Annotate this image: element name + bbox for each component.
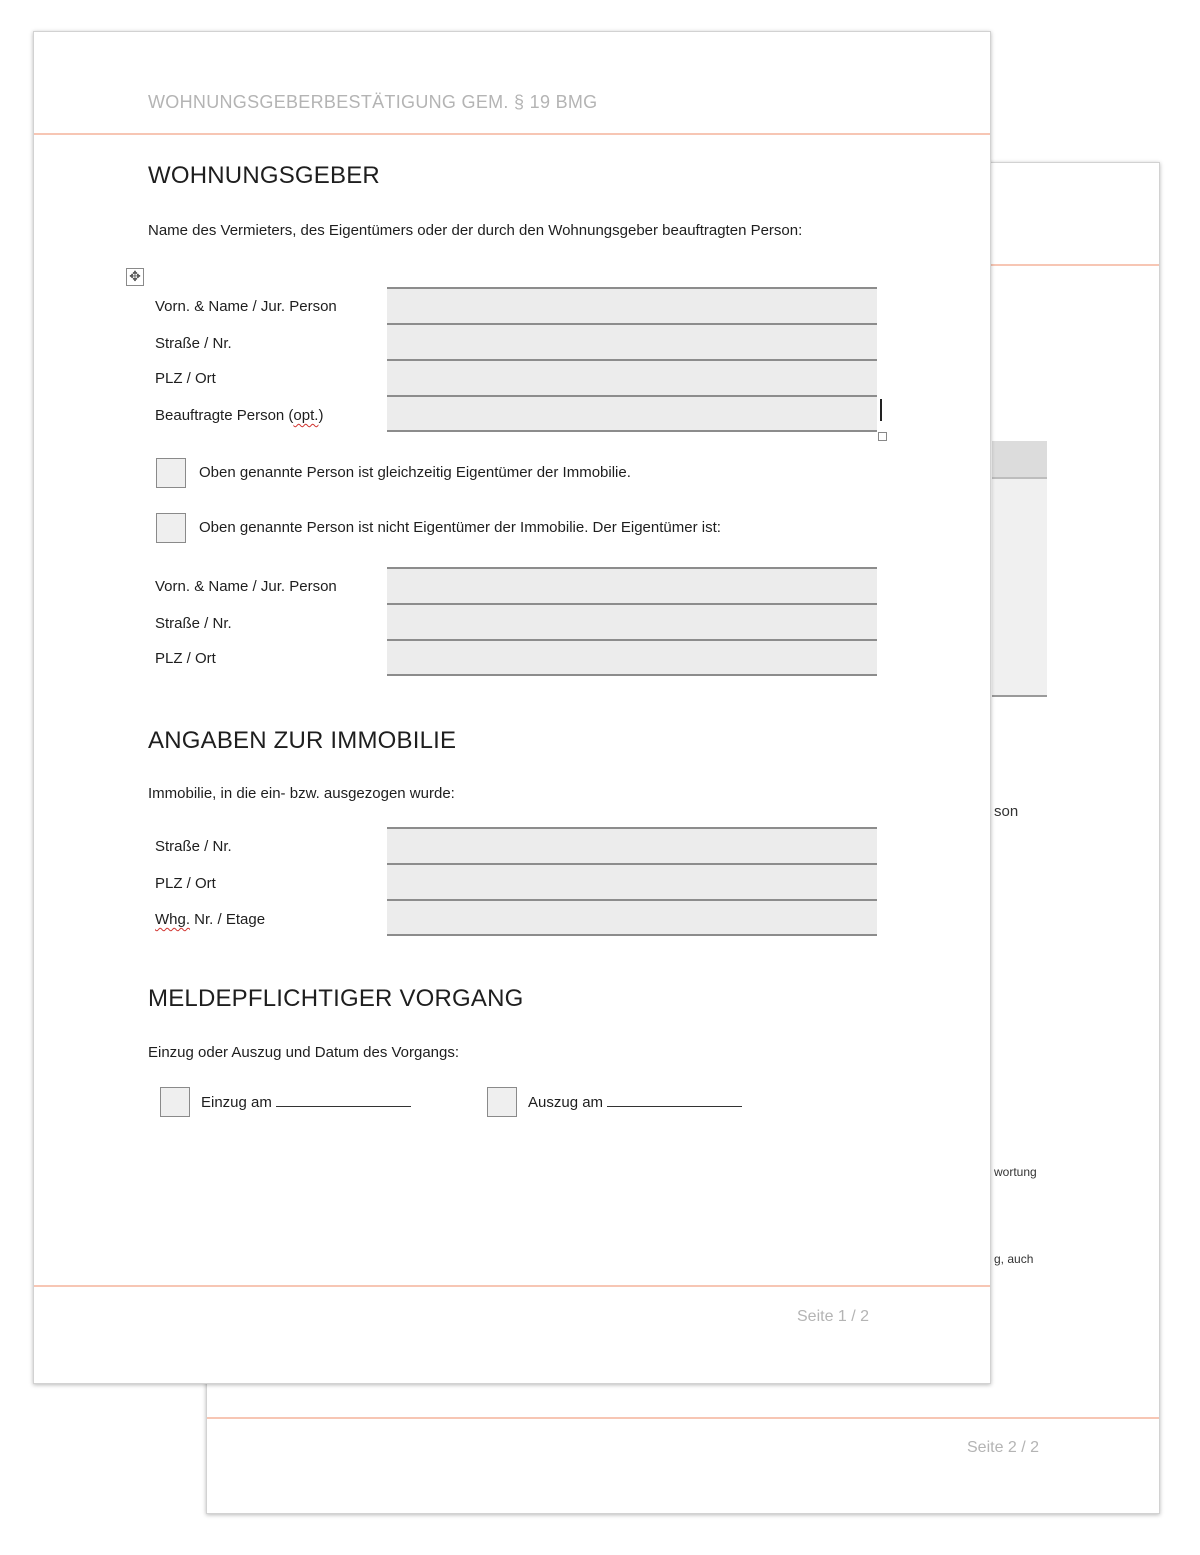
owner-street-field[interactable]	[387, 603, 877, 639]
footer-rule	[207, 1417, 1159, 1419]
property-street-field[interactable]	[387, 827, 877, 863]
move-out-checkbox[interactable]	[487, 1087, 517, 1117]
landlord-street-field[interactable]	[387, 323, 877, 359]
landlord-zip-city-input[interactable]	[387, 361, 877, 395]
owner-checkbox[interactable]	[156, 458, 186, 488]
field-label: Straße / Nr.	[155, 838, 232, 855]
table-cell	[992, 441, 1047, 479]
footer-rule	[34, 1285, 990, 1287]
field-label: PLZ / Ort	[155, 875, 216, 892]
table-cell	[992, 623, 1047, 661]
label-text: Nr. / Etage	[190, 911, 266, 928]
landlord-zip-city-field[interactable]	[387, 359, 877, 395]
move-in-label-group	[201, 1092, 411, 1111]
apartment-floor-field[interactable]	[387, 899, 877, 936]
owner-name-input[interactable]	[387, 569, 877, 603]
event-intro-text: Einzug oder Auszug und Datum des Vorgangs:	[148, 1044, 460, 1061]
landlord-name-input[interactable]	[387, 289, 877, 323]
label-text: )	[318, 407, 324, 424]
table-resize-handle[interactable]	[878, 432, 887, 441]
landlord-street-input[interactable]	[387, 325, 877, 359]
label-text: Beauftragte Person (	[155, 407, 294, 424]
owner-street-input[interactable]	[387, 605, 877, 639]
table-move-handle-icon[interactable]: ✥	[126, 268, 144, 286]
owner-name-field[interactable]	[387, 567, 877, 603]
page-number: Seite 1 / 2	[797, 1308, 870, 1325]
property-intro-text: Immobilie, in die ein- bzw. ausgezogen wurde:	[148, 785, 455, 802]
header-rule	[34, 133, 990, 135]
field-label: PLZ / Ort	[155, 650, 216, 667]
move-in-label: Einzug am	[201, 1094, 272, 1111]
document-header-title: WOHNUNGSGEBERBESTÄTIGUNG GEM. § 19 BMG	[148, 92, 598, 112]
section-heading-property: ANGABEN ZUR IMMOBILIE	[148, 727, 457, 754]
property-zip-city-input[interactable]	[387, 865, 877, 899]
back-page-text-fragment: g, auch	[994, 1252, 1034, 1266]
move-in-checkbox[interactable]	[160, 1087, 190, 1117]
table-cell	[992, 587, 1047, 625]
move-in-date-blank[interactable]	[276, 1092, 411, 1107]
not-owner-checkbox-label: Oben genannte Person ist nicht Eigentümer der Immobilie. Der Eigentümer ist:	[199, 519, 721, 536]
field-label: Vorn. & Name / Jur. Person	[155, 298, 337, 315]
back-page-text-fragment: son	[994, 803, 1019, 820]
section-heading-event: MELDEPFLICHTIGER VORGANG	[148, 985, 524, 1012]
property-street-input[interactable]	[387, 829, 877, 863]
move-out-label: Auszug am	[528, 1094, 604, 1111]
move-out-date-blank[interactable]	[607, 1092, 742, 1107]
landlord-name-field[interactable]	[387, 287, 877, 323]
property-zip-city-field[interactable]	[387, 863, 877, 899]
label-text-misspelled: Whg.	[155, 911, 191, 928]
apartment-floor-input[interactable]	[387, 901, 877, 934]
commissioned-person-input[interactable]	[387, 397, 877, 430]
table-cell	[992, 479, 1047, 517]
field-label-apartment	[155, 911, 265, 928]
label-text-misspelled: opt.	[293, 407, 319, 424]
owner-zip-city-field[interactable]	[387, 639, 877, 676]
owner-zip-city-input[interactable]	[387, 641, 877, 674]
move-out-label-group	[528, 1092, 742, 1111]
field-label: Vorn. & Name / Jur. Person	[155, 578, 337, 595]
document-page-1	[33, 31, 991, 1384]
back-page-text-fragment: wortung	[994, 1165, 1037, 1179]
commissioned-person-field[interactable]	[387, 395, 877, 432]
owner-checkbox-label: Oben genannte Person ist gleichzeitig Eigentümer der Immobilie.	[199, 464, 631, 481]
section-heading-landlord: WOHNUNGSGEBER	[148, 162, 380, 189]
table-cell	[992, 515, 1047, 553]
field-label: PLZ / Ort	[155, 370, 216, 387]
table-cell	[992, 551, 1047, 589]
page-number: Seite 2 / 2	[967, 1439, 1040, 1456]
table-cell	[992, 659, 1047, 697]
field-label-commissioned-person	[155, 407, 323, 424]
not-owner-checkbox[interactable]	[156, 513, 186, 543]
landlord-intro-text: Name des Vermieters, des Eigentümers oder der durch den Wohnungsgeber beauftragten Person:	[148, 222, 803, 239]
field-label: Straße / Nr.	[155, 615, 232, 632]
field-label: Straße / Nr.	[155, 335, 232, 352]
text-cursor	[880, 399, 882, 421]
